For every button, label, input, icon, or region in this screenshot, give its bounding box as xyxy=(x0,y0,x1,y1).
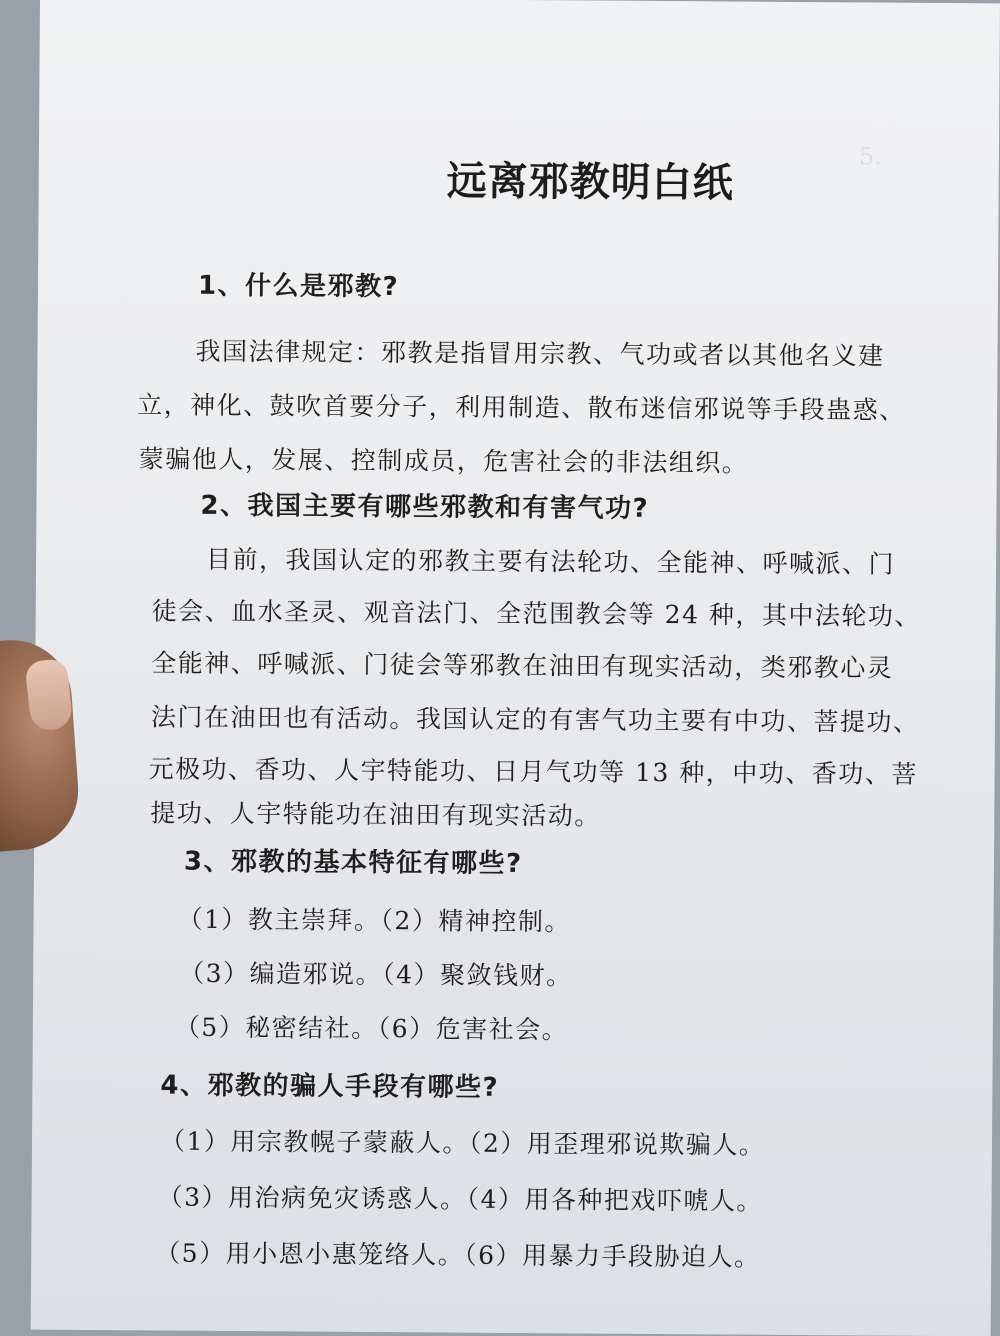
section-1-question: 1、什么是邪教? xyxy=(197,270,400,303)
section-2-question: 2、我国主要有哪些邪教和有害气功? xyxy=(200,490,650,524)
section-3-line-1: （1）教主崇拜。（2）精神控制。 xyxy=(177,904,571,937)
section-2-line-4: 法门在油田也有活动。我国认定的有害气功主要有中功、菩提功、 xyxy=(150,702,920,737)
bleed-through-marks xyxy=(889,183,897,211)
section-2-line-3: 全能神、呼喊派、门徒会等邪教在油田有现实活动，类邪教心灵 xyxy=(151,648,894,683)
section-2-line-1: 目前，我国认定的邪教主要有法轮功、全能神、呼喊派、门 xyxy=(205,544,896,579)
page-title: 远离邪教明白纸 xyxy=(446,157,734,207)
section-1-line-1: 我国法律规定：邪教是指冒用宗教、气功或者以其他名义建 xyxy=(195,336,885,371)
section-3-line-2: （3）编造邪说。（4）聚敛钱财。 xyxy=(179,958,573,991)
section-3-question: 3、邪教的基本特征有哪些? xyxy=(183,846,523,880)
section-4-line-3: （5）用小恩小惠笼络人。（6）用暴力手段胁迫人。 xyxy=(155,1238,761,1272)
section-4-question: 4、邪教的骗人手段有哪些? xyxy=(160,1070,500,1103)
section-4-line-1: （1）用宗教幌子蒙蔽人。（2）用歪理邪说欺骗人。 xyxy=(159,1126,766,1160)
section-4-line-2: （3）用治病免灾诱惑人。（4）用各种把戏吓唬人。 xyxy=(157,1182,764,1216)
section-2-line-2: 徒会、血水圣灵、观音法门、全范围教会等 24 种，其中法轮功、 xyxy=(151,596,922,631)
section-1-line-3: 蒙骗他人，发展、控制成员，危害社会的非法组织。 xyxy=(138,444,749,478)
document-page xyxy=(31,0,1000,1336)
section-2-line-6: 提功、人宇特能功在油田有现实活动。 xyxy=(150,798,601,831)
section-2-line-5: 元极功、香功、人宇特能功、日月气功等 13 种，中功、香功、菩 xyxy=(148,754,918,789)
section-1-line-2: 立，神化、鼓吹首要分子，利用制造、散布迷信邪说等手段蛊惑、 xyxy=(137,390,906,425)
section-3-line-3: （5）秘密结社。（6）危害社会。 xyxy=(174,1012,569,1045)
bleed-through-marks: 5. xyxy=(858,142,898,171)
